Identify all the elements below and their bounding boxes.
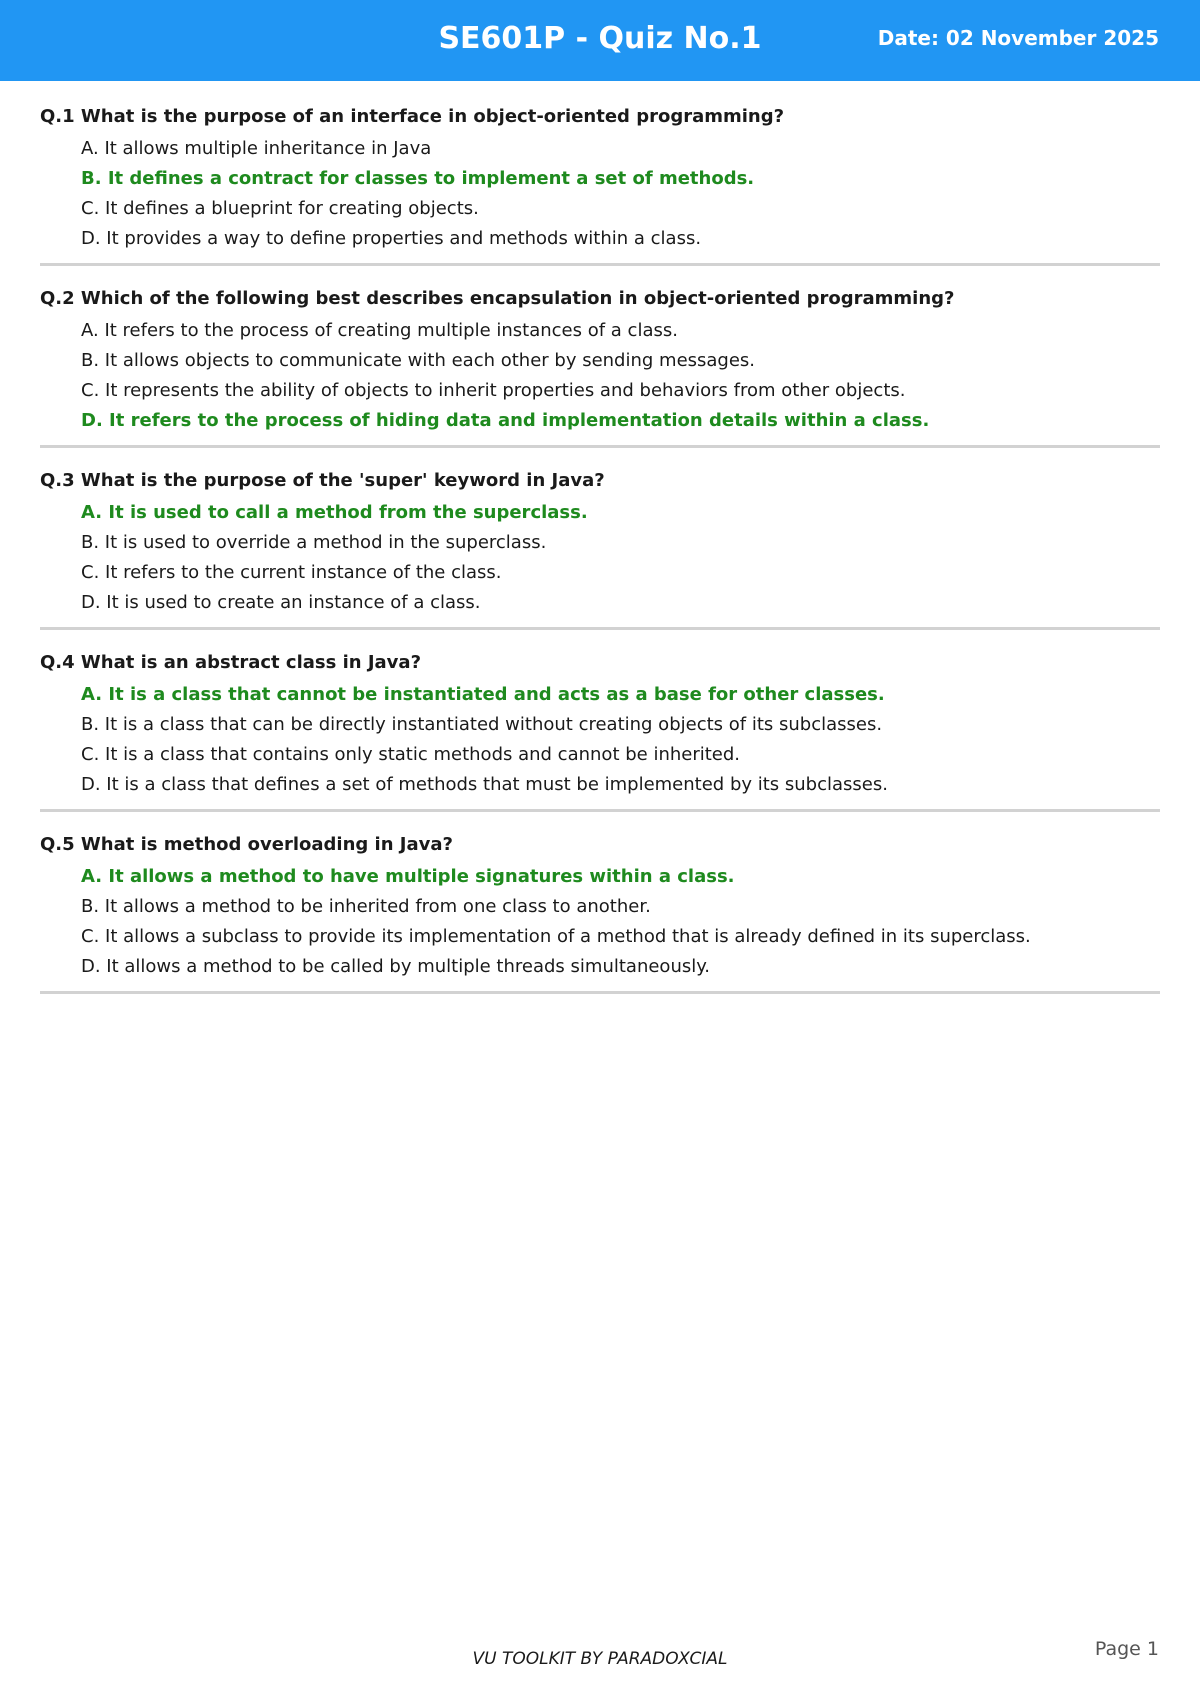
option-b: B. It is used to override a method in the superclass. bbox=[81, 532, 547, 553]
question-2 bbox=[40, 282, 1160, 448]
option-c: C. It refers to the current instance of the class. bbox=[81, 562, 502, 583]
footer-credit: VU TOOLKIT BY PARADOXCIAL bbox=[472, 1649, 728, 1669]
option-c: C. It is a class that contains only static methods and cannot be inherited. bbox=[81, 744, 741, 765]
page-number: Page 1 bbox=[1094, 1638, 1159, 1660]
option-a-correct: A. It is used to call a method from the superclass. bbox=[81, 502, 588, 523]
question-text: Q.1 What is the purpose of an interface in object-oriented programming? bbox=[40, 106, 785, 127]
option-d: D. It allows a method to be called by multiple threads simultaneously. bbox=[81, 956, 711, 977]
option-c: C. It allows a subclass to provide its implementation of a method that is already defined in its superclass. bbox=[81, 926, 1031, 947]
question-4 bbox=[40, 646, 1160, 812]
question-text: Q.5 What is method overloading in Java? bbox=[40, 834, 453, 855]
question-1 bbox=[40, 100, 1160, 266]
option-d: D. It is a class that defines a set of methods that must be implemented by its subclasses. bbox=[81, 774, 888, 795]
option-b: B. It is a class that can be directly instantiated without creating objects of its subclasses. bbox=[81, 714, 883, 735]
header-bar bbox=[0, 0, 1200, 81]
quiz-title: SE601P - Quiz No.1 bbox=[438, 21, 762, 56]
option-d-correct: D. It refers to the process of hiding data and implementation details within a class. bbox=[81, 410, 930, 431]
option-c: C. It represents the ability of objects to inherit properties and behaviors from other objects. bbox=[81, 380, 906, 401]
option-a-correct: A. It is a class that cannot be instantiated and acts as a base for other classes. bbox=[81, 684, 885, 705]
option-a: A. It allows multiple inheritance in Java bbox=[81, 138, 432, 159]
option-b: B. It allows objects to communicate with each other by sending messages. bbox=[81, 350, 756, 371]
question-text: Q.4 What is an abstract class in Java? bbox=[40, 652, 422, 673]
question-5 bbox=[40, 828, 1160, 994]
option-b: B. It allows a method to be inherited from one class to another. bbox=[81, 896, 651, 917]
option-d: D. It provides a way to define properties and methods within a class. bbox=[81, 228, 702, 249]
question-text: Q.2 Which of the following best describes encapsulation in object-oriented programming? bbox=[40, 288, 955, 309]
question-list bbox=[40, 100, 1160, 1010]
option-d: D. It is used to create an instance of a class. bbox=[81, 592, 481, 613]
question-3 bbox=[40, 464, 1160, 630]
option-a: A. It refers to the process of creating multiple instances of a class. bbox=[81, 320, 678, 341]
quiz-date: Date: 02 November 2025 bbox=[877, 26, 1159, 50]
option-b-correct: B. It defines a contract for classes to implement a set of methods. bbox=[81, 168, 755, 189]
question-text: Q.3 What is the purpose of the 'super' keyword in Java? bbox=[40, 470, 605, 491]
option-a-correct: A. It allows a method to have multiple signatures within a class. bbox=[81, 866, 735, 887]
option-c: C. It defines a blueprint for creating objects. bbox=[81, 198, 479, 219]
